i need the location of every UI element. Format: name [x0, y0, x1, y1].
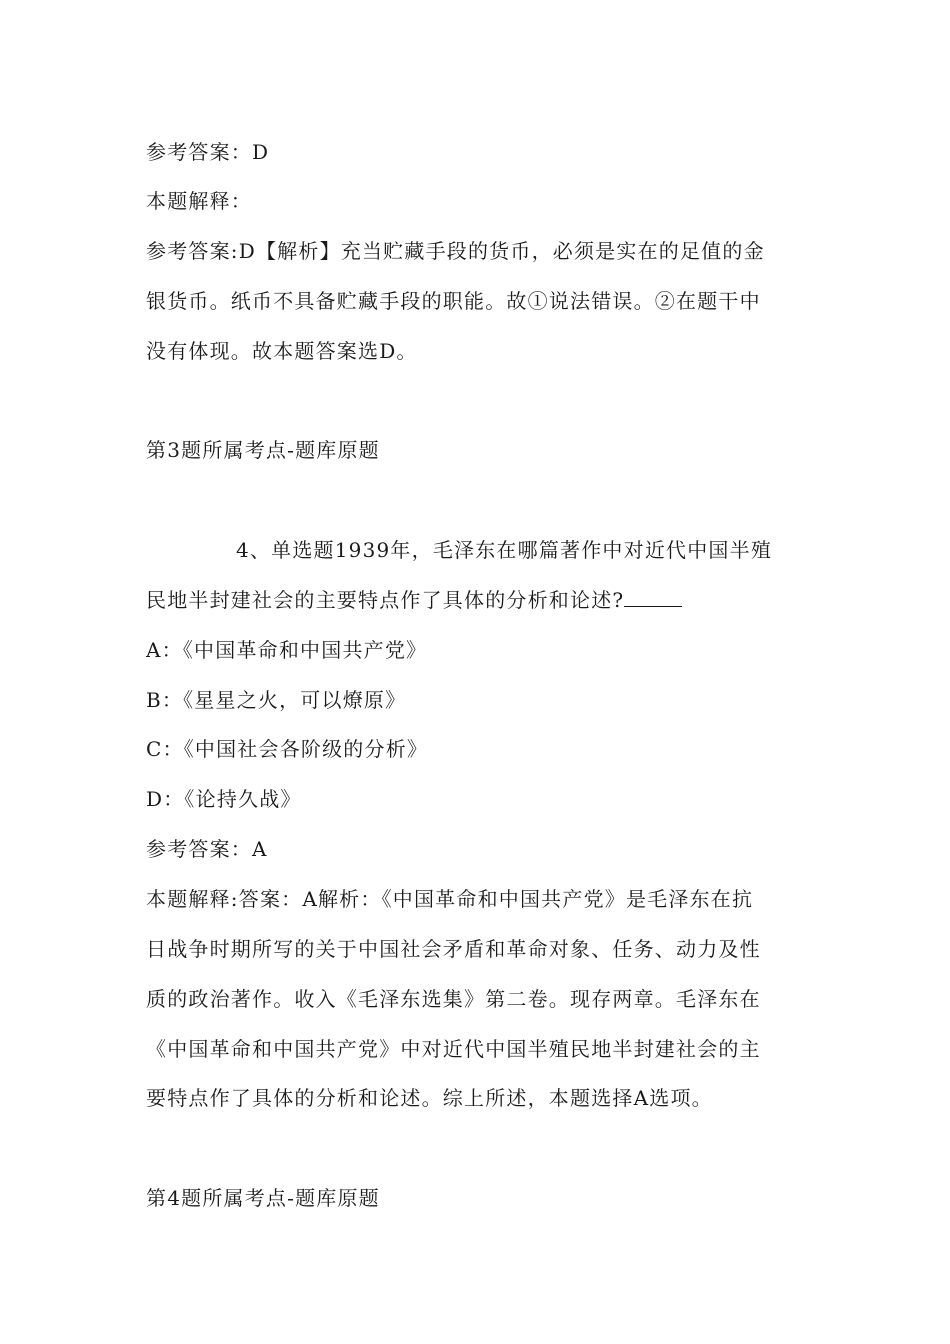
q2-answer: 参考答案：D	[146, 140, 270, 164]
q4-stem-line-2	[146, 587, 806, 613]
q4-option-b: B：《星星之火，可以燎原》	[146, 688, 407, 712]
q4-option-d: D：《论持久战》	[146, 787, 302, 811]
q4-option-c: C：《中国社会各阶级的分析》	[146, 737, 429, 761]
q4-explanation-line-4: 《中国革命和中国共产党》中对近代中国半殖民地半封建社会的主	[146, 1037, 761, 1061]
q4-explanation-line-1: 本题解释:答案：A解析：《中国革命和中国共产党》是毛泽东在抗	[146, 887, 754, 911]
q2-explanation-line-2: 银货币。纸币不具备贮藏手段的职能。故①说法错误。②在题干中	[146, 289, 761, 313]
q4-explanation-line-5: 要特点作了具体的分析和论述。综上所述，本题选择A选项。	[146, 1086, 713, 1110]
q4-answer: 参考答案：A	[146, 837, 268, 861]
q2-explanation-label: 本题解释：	[146, 189, 252, 213]
q2-explanation-line-3: 没有体现。故本题答案选D。	[146, 339, 418, 363]
q3-topic: 第3题所属考点-题库原题	[146, 438, 380, 462]
q4-explanation-line-2: 日战争时期所写的关于中国社会矛盾和革命对象、任务、动力及性	[146, 937, 761, 961]
q4-topic: 第4题所属考点-题库原题	[146, 1186, 380, 1210]
q4-stem-line-2-text: 民地半封建社会的主要特点作了具体的分析和论述?	[146, 588, 625, 612]
q4-option-a: A：《中国革命和中国共产党》	[146, 638, 428, 662]
answer-blank	[624, 588, 682, 607]
q2-explanation-line-1: 参考答案:D【解析】充当贮藏手段的货币，必须是实在的足值的金	[146, 239, 765, 263]
q4-stem-line-1: 4、单选题1939年，毛泽东在哪篇著作中对近代中国半殖	[236, 538, 773, 562]
q4-explanation-line-3: 质的政治著作。收入《毛泽东选集》第二卷。现存两章。毛泽东在	[146, 987, 761, 1011]
